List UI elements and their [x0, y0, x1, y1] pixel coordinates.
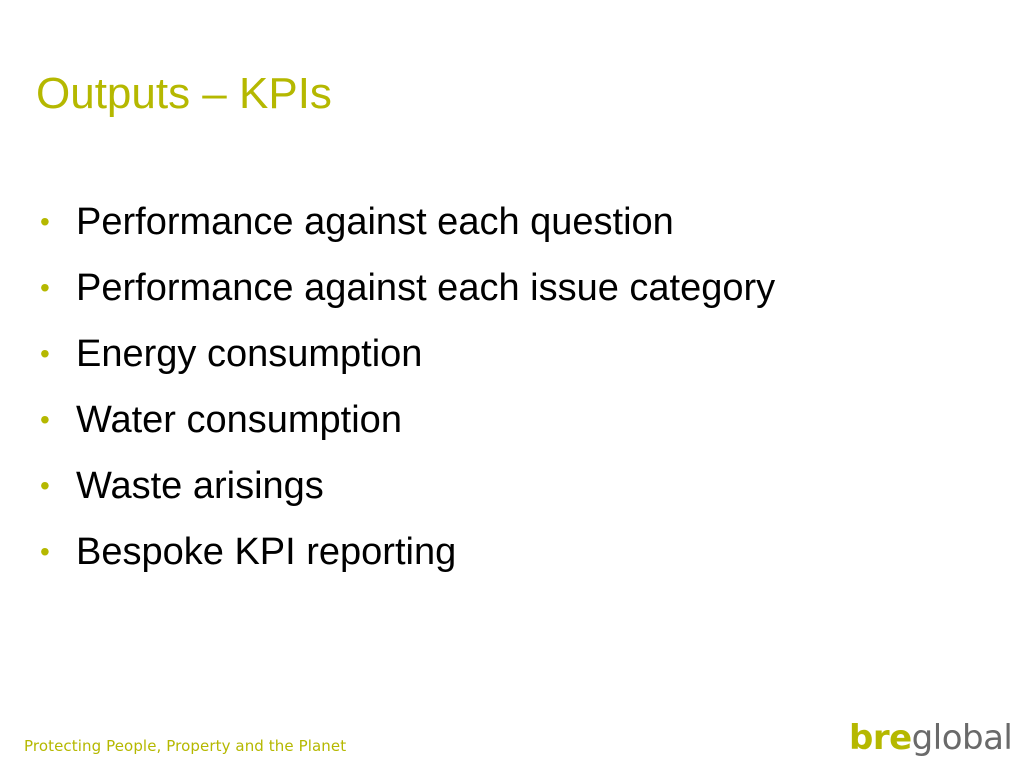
bullet-icon: • [40, 536, 50, 567]
list-item [40, 196, 775, 262]
bullet-text: Performance against each issue category [76, 267, 776, 309]
bullet-icon: • [40, 338, 50, 369]
bullet-icon: • [40, 272, 50, 303]
bullet-text: Bespoke KPI reporting [76, 531, 457, 573]
bullet-list [40, 196, 775, 592]
bullet-text: Energy consumption [76, 333, 423, 375]
bullet-text: Waste arisings [76, 465, 324, 507]
logo-global-text: global [911, 718, 1013, 758]
list-item [40, 394, 775, 460]
breglobal-logo [849, 716, 1013, 760]
footer-tagline: Protecting People, Property and the Planet [24, 737, 347, 755]
bullet-icon: • [40, 206, 50, 237]
bullet-icon: • [40, 470, 50, 501]
bullet-icon: • [40, 404, 50, 435]
slide-title: Outputs – KPIs [36, 69, 332, 118]
bullet-text: Performance against each question [76, 201, 674, 243]
list-item [40, 328, 775, 394]
list-item [40, 460, 775, 526]
bullet-text: Water consumption [76, 399, 402, 441]
list-item [40, 262, 775, 328]
logo-bre-text: bre [849, 718, 912, 758]
list-item [40, 526, 775, 592]
